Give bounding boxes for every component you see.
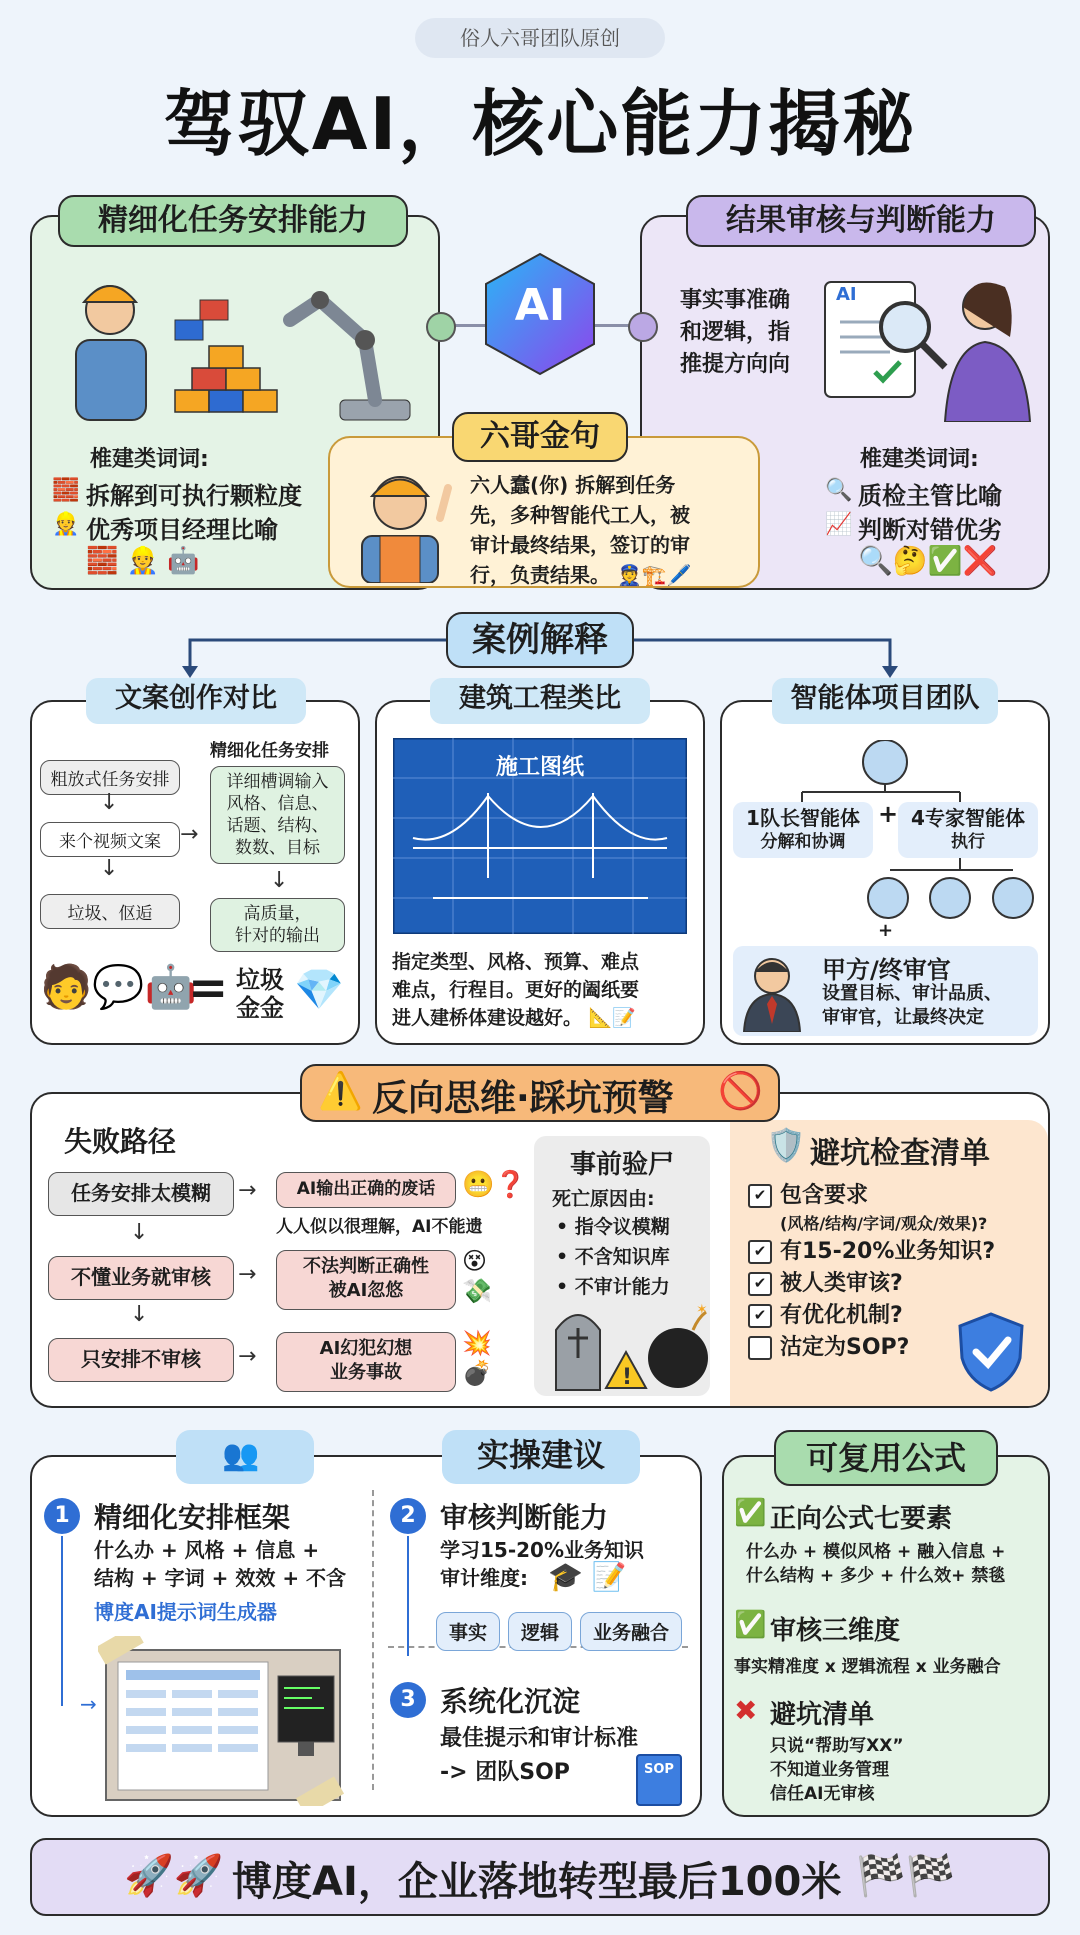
premortem-sub: 死亡原因由: bbox=[552, 1188, 655, 1210]
plus-sign: + bbox=[878, 800, 899, 828]
step3-line: -> 团队SOP bbox=[440, 1760, 570, 1785]
person-robot-chat-icon: 🧑‍💬🤖 bbox=[40, 962, 197, 1011]
step1-title: 精细化安排框架 bbox=[94, 1501, 291, 1534]
fail-result-line: AI幻犯幻想 bbox=[319, 1338, 413, 1359]
quote-line: 行，负责结果。 bbox=[470, 563, 610, 587]
tombstone-bomb-icon bbox=[548, 1300, 708, 1392]
construction-title: 建筑工程类比 bbox=[430, 678, 650, 724]
review-desc-line: 推提方向向 bbox=[680, 352, 791, 377]
review-keyword-2: 判断对错优劣 bbox=[858, 516, 1002, 544]
premortem-list: • 指令议模糊 • 不含知识库 • 不审计能力 bbox=[556, 1216, 670, 1298]
right-arrow-icon: → bbox=[238, 1344, 257, 1369]
copywriting-right-heading: 精细化任务安排 bbox=[210, 741, 329, 761]
framework-screenshot bbox=[98, 1636, 348, 1806]
premortem-item: 不含知识库 bbox=[574, 1246, 670, 1268]
no-entry-icon: 🚫 bbox=[718, 1071, 763, 1112]
svg-text:!: ! bbox=[622, 1365, 633, 1390]
shield-check-icon bbox=[956, 1310, 1026, 1392]
down-arrow-icon: ↓ bbox=[100, 790, 119, 815]
formula3-line: 不知道业务管理 bbox=[770, 1760, 889, 1780]
fail-result-line: 不法判断正确性 bbox=[303, 1256, 429, 1277]
copywriting-title: 文案创作对比 bbox=[86, 678, 306, 724]
formula3-line: 信任AI无审核 bbox=[770, 1784, 875, 1804]
svg-text:✶: ✶ bbox=[696, 1302, 708, 1318]
fail-result-2 bbox=[276, 1250, 456, 1310]
checklist-item[interactable] bbox=[748, 1268, 995, 1300]
construction-desc-line: 进人建桥体建设越好。 bbox=[392, 1007, 583, 1029]
step3-lines bbox=[440, 1722, 638, 1790]
credit-pill: 俗人六哥团队原创 bbox=[415, 18, 665, 58]
premortem-item: 指令议模糊 bbox=[574, 1216, 670, 1238]
fail-result-1: AI输出正确的废话 bbox=[276, 1172, 456, 1208]
detail-line: 风格、信息、 bbox=[226, 794, 329, 814]
shield-small-icon: 🛡️ bbox=[766, 1126, 806, 1164]
formula3-title: 避坑清单 bbox=[770, 1700, 875, 1730]
step1-lines bbox=[94, 1536, 346, 1592]
review-judgment-title: 结果审核与判断能力 bbox=[686, 195, 1036, 247]
leader-line: 分解和协调 bbox=[760, 832, 846, 852]
fail-result-line: 被AI忽悠 bbox=[328, 1280, 404, 1301]
police-crane-pen-icons: 👮🏗️🖊️ bbox=[616, 563, 692, 587]
detail-line: 数数、目标 bbox=[235, 838, 320, 858]
equation-line: 金金 bbox=[236, 994, 284, 1022]
quality-output-box bbox=[210, 898, 345, 952]
step2-title: 审核判断能力 bbox=[440, 1501, 609, 1534]
fail-result-3 bbox=[276, 1332, 456, 1392]
gem-icon: 💎 bbox=[294, 967, 344, 1013]
brick-worker-robot-icons: 🧱 👷 🤖 bbox=[86, 546, 200, 576]
garbage-step: 垃圾、伛逅 bbox=[40, 894, 180, 929]
client-title: 甲方/终审官 bbox=[822, 956, 951, 984]
fail-note-1: 人人似以很理解，AI不能遗 bbox=[276, 1217, 483, 1237]
blueprint-memo-icons: 📐📝 bbox=[588, 1007, 636, 1029]
formula2-line: 事实精准度 x 逻辑流程 x 业务融合 bbox=[734, 1657, 1001, 1677]
fail-result-line: 业务事故 bbox=[330, 1362, 402, 1383]
down-arrow-icon: ↓ bbox=[130, 1302, 149, 1327]
checkbox-checked-icon[interactable]: ✔ bbox=[748, 1272, 772, 1296]
explosion-bomb-icons: 💥 💣 bbox=[462, 1329, 492, 1387]
equation-line: 垃圾 bbox=[236, 966, 284, 994]
quote-line: 审计最终结果，签订的审 bbox=[470, 533, 690, 557]
dizzy-money-icons: 😵 💸 bbox=[462, 1247, 492, 1305]
expert-line: 执行 bbox=[951, 832, 985, 852]
down-arrow-icon: ↓ bbox=[130, 1220, 149, 1245]
warning-icon: ⚠️ bbox=[318, 1071, 363, 1112]
doc-ai-label: AI bbox=[836, 284, 857, 305]
checkbox-checked-icon[interactable]: ✔ bbox=[748, 1304, 772, 1328]
chip-fact: 事实 bbox=[436, 1612, 500, 1651]
check-icon: ✅ bbox=[734, 1498, 767, 1528]
step1-line: 结构 + 字词 + 效效 + 不含 bbox=[94, 1566, 347, 1590]
magnifier-icon: 🔍 bbox=[825, 478, 853, 503]
audit-dimension-chips bbox=[436, 1612, 690, 1651]
task-keyword-2: 优秀项目经理比喻 bbox=[86, 516, 278, 544]
equals-sign: = bbox=[188, 960, 229, 1016]
fail-cause-2: 不懂业务就审核 bbox=[48, 1256, 234, 1300]
ai-badge-label: AI bbox=[514, 280, 566, 331]
checklist-text: 有15-20%业务知识? bbox=[780, 1239, 996, 1264]
checkbox-empty-icon[interactable] bbox=[748, 1336, 772, 1360]
warning-title: 反向思维·踩坑预警 bbox=[372, 1078, 674, 1119]
result-line: 针对的输出 bbox=[235, 926, 320, 946]
client-desc bbox=[822, 982, 1002, 1030]
checklist-subtext: (风格/结构/字词/观众/效果)? bbox=[780, 1214, 988, 1233]
prompt-generator-link[interactable]: 博度AI提示词生成器 bbox=[94, 1600, 277, 1624]
task-keyword-1: 拆解到可执行颗粒度 bbox=[86, 482, 302, 510]
chip-logic: 逻辑 bbox=[508, 1612, 572, 1651]
premortem-item: 不审计能力 bbox=[574, 1276, 670, 1298]
formula-title: 可复用公式 bbox=[774, 1430, 998, 1486]
formula1-line: 什么结构 + 多少 + 什么效+ 禁毯 bbox=[746, 1566, 1006, 1586]
expert-agent-box bbox=[898, 802, 1038, 858]
checkered-flag-icon: 🏁🏁 bbox=[856, 1853, 956, 1899]
quote-text bbox=[470, 470, 692, 590]
formula1-title: 正向公式七要素 bbox=[770, 1504, 953, 1534]
detailed-input-box bbox=[210, 766, 345, 864]
practice-divider bbox=[372, 1490, 376, 1790]
right-arrow-icon: → bbox=[80, 1692, 97, 1716]
review-desc bbox=[680, 285, 790, 381]
step-number-1: 1 bbox=[44, 1498, 80, 1534]
review-keyword-1: 质检主管比喻 bbox=[858, 482, 1002, 510]
cross-icon: ✖ bbox=[734, 1694, 758, 1727]
client-desc-line: 审审官，让最终决定 bbox=[822, 1007, 984, 1028]
connector-dot-left bbox=[426, 312, 456, 342]
result-line: 高质量， bbox=[243, 904, 312, 924]
checklist-text: 沽定为SOP? bbox=[780, 1335, 910, 1360]
step3-line: 最佳提示和审计标准 bbox=[440, 1726, 639, 1751]
formula2-title: 审核三维度 bbox=[770, 1616, 901, 1646]
construction-desc-line: 难点，行程目。更好的阖纸要 bbox=[392, 979, 640, 1001]
task-keywords-title: 椎建类词词: bbox=[90, 447, 209, 472]
chip-business: 业务融合 bbox=[580, 1612, 682, 1651]
step1-connector bbox=[61, 1536, 63, 1706]
footer-text: 博度AI，企业落地转型最后100米 bbox=[232, 1859, 842, 1905]
brick-icon: 🧱 bbox=[52, 478, 80, 503]
client-desc-line: 设置目标、审计品质、 bbox=[822, 983, 1002, 1004]
checklist-text: 有优化机制? bbox=[780, 1303, 903, 1328]
graduation-cap-memo-icons: 🎓 📝 bbox=[548, 1560, 627, 1593]
down-arrow-icon: ↓ bbox=[100, 856, 119, 881]
checklist-text: 包含要求 bbox=[780, 1183, 869, 1208]
plus-sign: + bbox=[878, 920, 894, 941]
businessman-avatar bbox=[740, 954, 804, 1032]
leader-line: 1队长智能体 bbox=[746, 806, 860, 830]
step2-line: 学习15-20%业务知识 bbox=[440, 1538, 645, 1562]
fail-path-title: 失败路径 bbox=[64, 1125, 177, 1158]
construction-desc bbox=[392, 948, 639, 1032]
step2-line: 审计维度: bbox=[440, 1566, 528, 1590]
expert-line: 4专家智能体 bbox=[911, 806, 1025, 830]
equation-result bbox=[236, 966, 284, 1022]
right-arrow-icon: → bbox=[238, 1178, 257, 1203]
blueprint-label: 施工图纸 bbox=[495, 755, 584, 780]
right-arrow-icon: → bbox=[238, 1262, 257, 1287]
rough-task-step: 粗放式任务安排 bbox=[40, 760, 180, 795]
formula3-lines bbox=[770, 1734, 904, 1806]
quote-line: 先，多种智能代工人，被 bbox=[470, 503, 690, 527]
page-title: 驾驭AI，核心能力揭秘 bbox=[163, 82, 917, 166]
practice-title: 实操建议 bbox=[442, 1430, 640, 1484]
agent-team-title: 智能体项目团队 bbox=[772, 678, 998, 724]
checklist-text: 被人类审该? bbox=[780, 1271, 903, 1296]
sop-book-icon: SOP bbox=[636, 1754, 682, 1806]
quote-line: 六人蠢(你) 拆解到任务 bbox=[470, 473, 676, 497]
checkbox-checked-icon[interactable]: ✔ bbox=[748, 1184, 772, 1208]
magnifier-thinking-check-cross-icons: 🔍🤔✅❌ bbox=[858, 544, 998, 577]
detail-line: 详细槽调输入 bbox=[226, 772, 329, 792]
checklist-item[interactable] bbox=[748, 1180, 995, 1212]
worker-robot-illustration bbox=[40, 260, 430, 430]
down-arrow-icon: ↓ bbox=[270, 868, 289, 893]
step3-title: 系统化沉淀 bbox=[440, 1685, 581, 1718]
chart-icon: 📈 bbox=[825, 512, 853, 537]
review-desc-line: 和逻辑，指 bbox=[680, 320, 791, 345]
step-number-3: 3 bbox=[390, 1682, 426, 1718]
quote-title: 六哥金句 bbox=[452, 412, 628, 462]
formula1-line: 什么办 + 模似风格 + 融入信息 + bbox=[746, 1542, 1006, 1562]
fail-cause-3: 只安排不审核 bbox=[48, 1338, 234, 1382]
cases-section-title: 案例解释 bbox=[446, 612, 634, 668]
connector-dot-right bbox=[628, 312, 658, 342]
review-desc-line: 事实事准确 bbox=[680, 288, 791, 313]
step2-connector bbox=[407, 1536, 409, 1656]
step1-line: 什么办 + 风格 + 信息 + bbox=[94, 1538, 320, 1562]
premortem-title: 事前验尸 bbox=[569, 1150, 674, 1180]
team-icon: 👥 bbox=[222, 1438, 260, 1473]
construction-desc-line: 指定类型、风格、预算、难点 bbox=[392, 951, 640, 973]
checkbox-checked-icon[interactable]: ✔ bbox=[748, 1240, 772, 1264]
task-planning-title: 精细化任务安排能力 bbox=[58, 195, 408, 247]
checklist-item[interactable] bbox=[748, 1236, 995, 1268]
formula3-line: 只说“帮助写XX” bbox=[770, 1736, 904, 1756]
review-keywords-title: 椎建类词词: bbox=[860, 447, 979, 472]
fail-cause-1: 任务安排太模糊 bbox=[48, 1172, 234, 1216]
step-number-2: 2 bbox=[390, 1498, 426, 1534]
detail-line: 话题、结构、 bbox=[226, 816, 329, 836]
grimace-question-icons: 😬❓ bbox=[462, 1170, 527, 1200]
worker-icon: 👷 bbox=[52, 512, 80, 537]
video-copy-step: 来个视频文案 bbox=[40, 822, 180, 857]
right-arrow-icon: → bbox=[180, 822, 199, 847]
check-icon: ✅ bbox=[734, 1610, 767, 1640]
rocket-icon: 🚀🚀 bbox=[124, 1853, 224, 1899]
checklist-title: 避坑检查清单 bbox=[810, 1136, 990, 1171]
leader-agent-box bbox=[733, 802, 873, 858]
formula1-lines bbox=[746, 1540, 1005, 1588]
worker-pointing-illustration bbox=[340, 458, 460, 583]
